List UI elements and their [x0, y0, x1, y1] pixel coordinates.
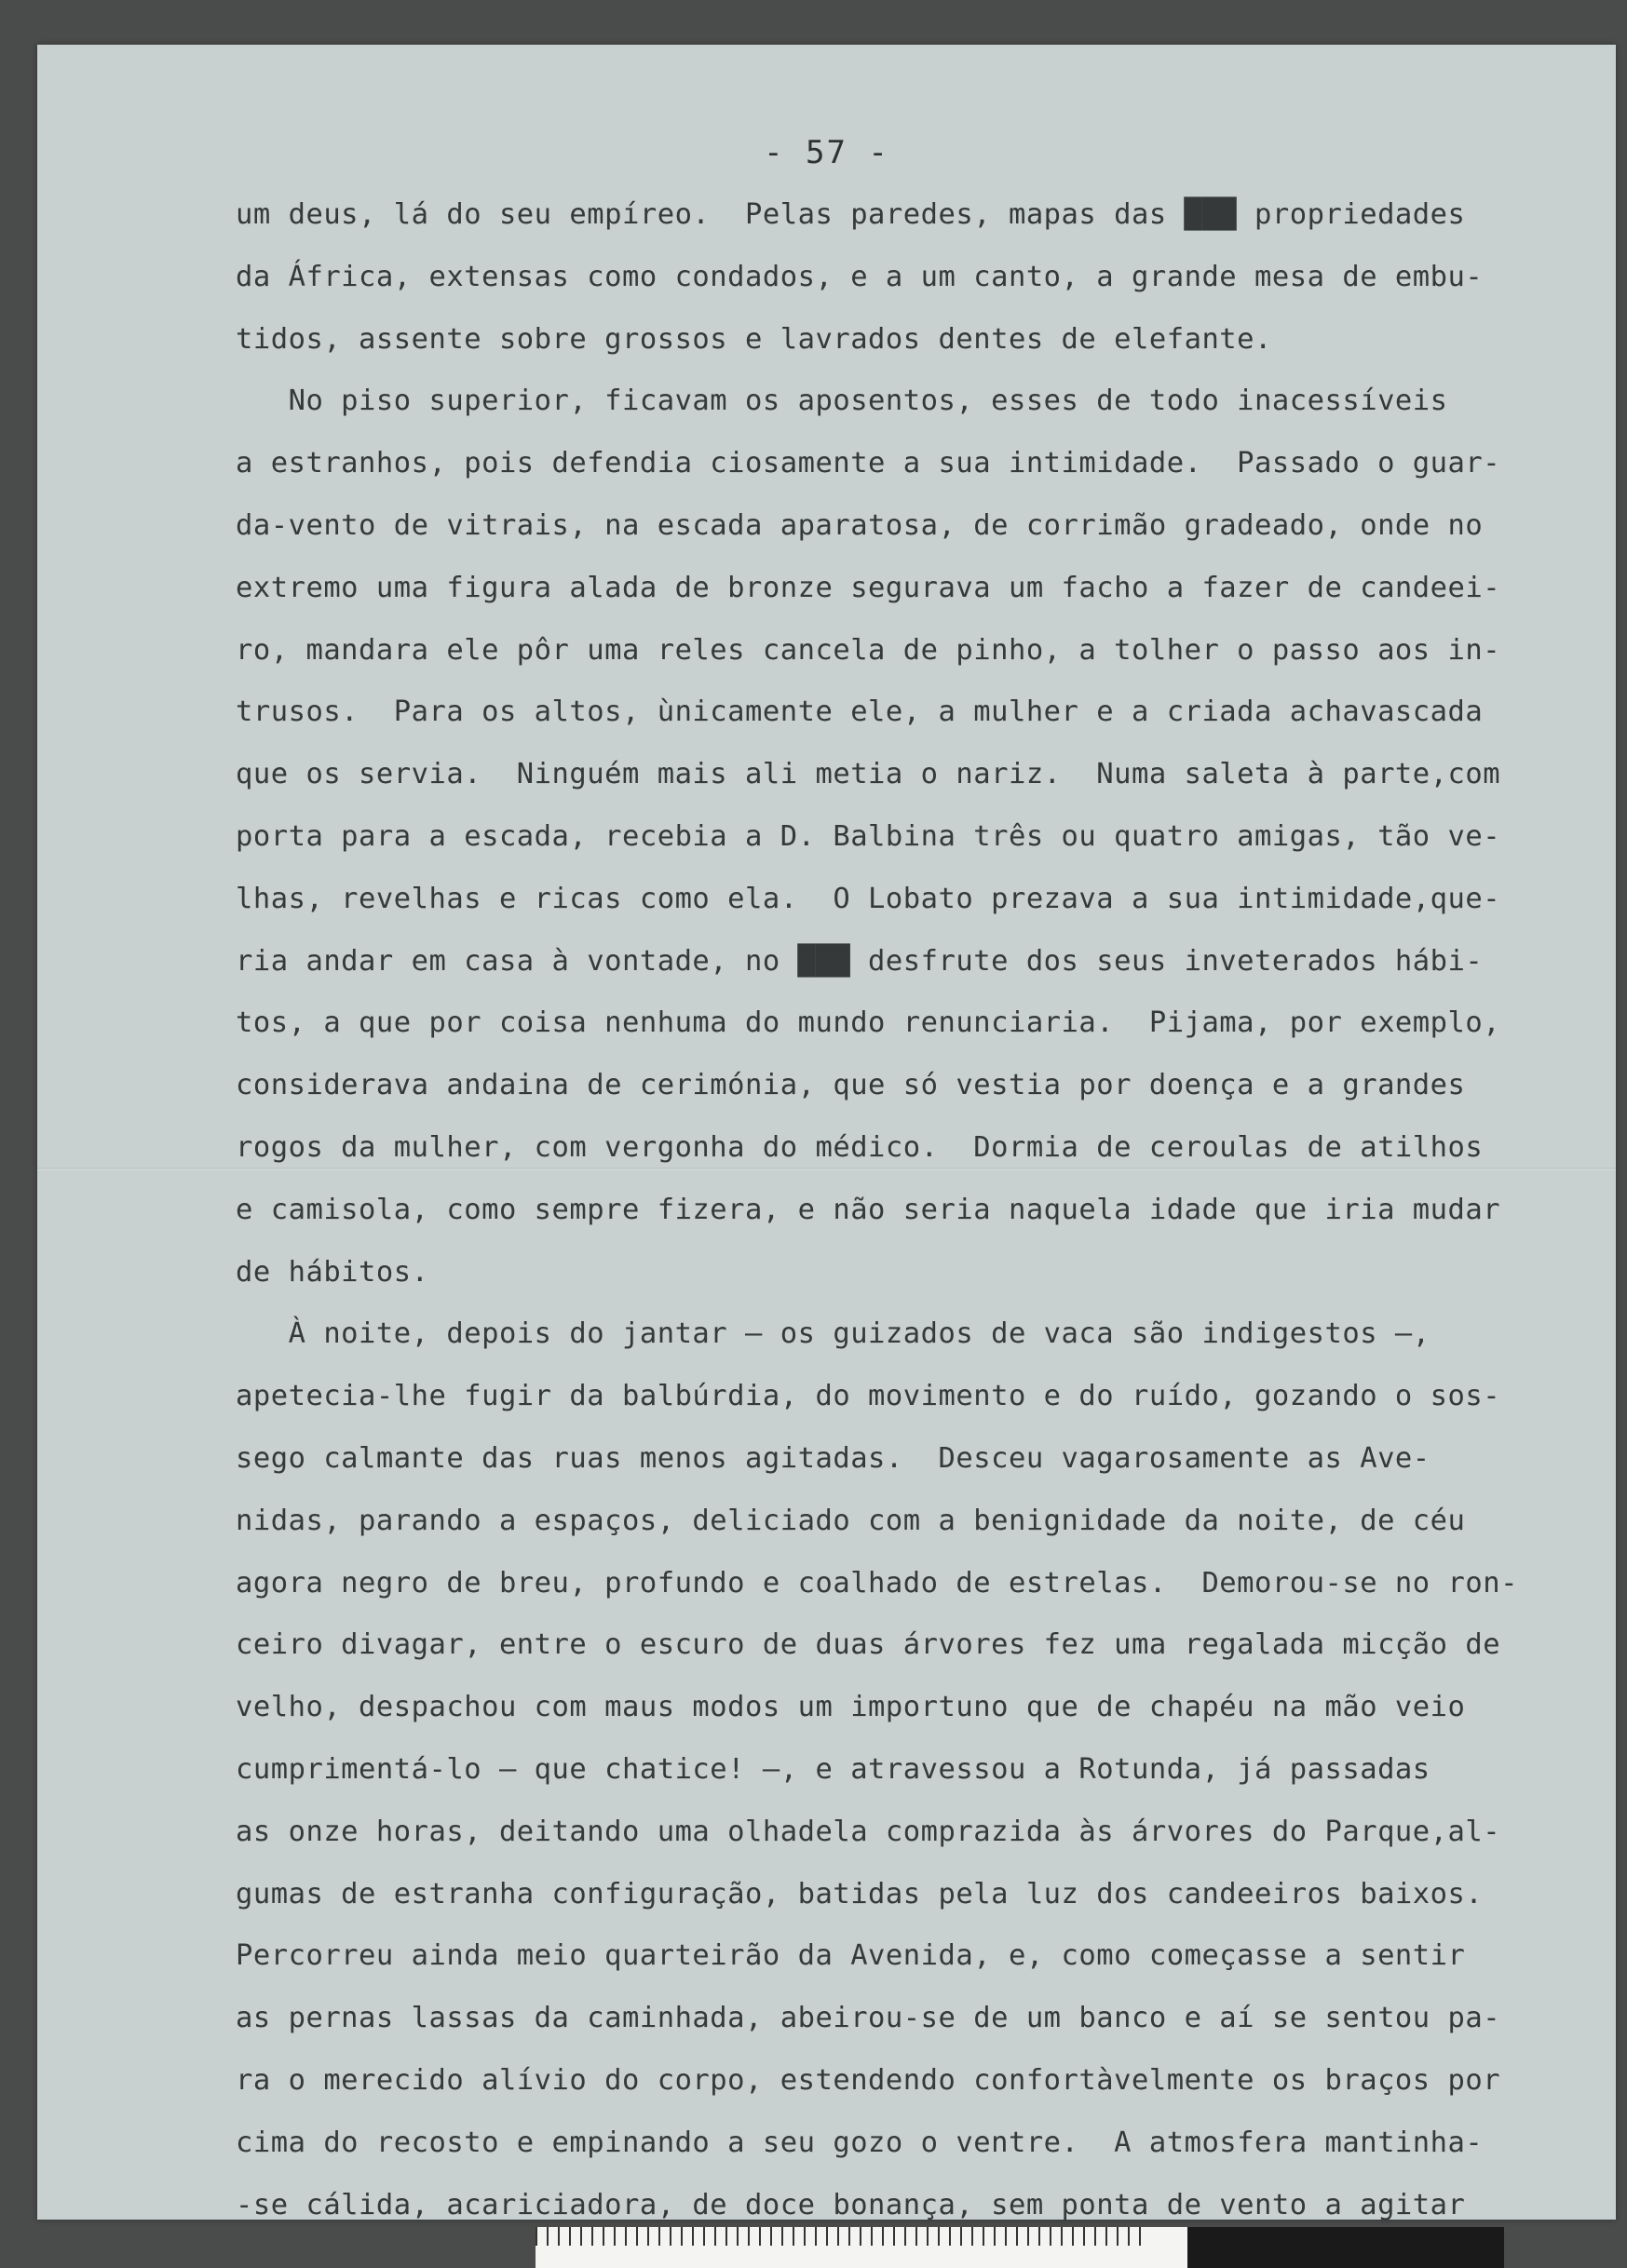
text-line: as onze horas, deitando uma olhadela comprazida às árvores do Parque,al- — [236, 1815, 1501, 1848]
text-line: um deus, lá do seu empíreo. Pelas paredes, mapas das ███ propriedades — [236, 198, 1466, 231]
text-line: ceiro divagar, entre o escuro de duas árvores fez uma regalada micção de — [236, 1628, 1501, 1662]
text-line: À noite, depois do jantar — os guizados de vaca são indigestos —, — [236, 1317, 1430, 1351]
text-line: tidos, assente sobre grossos e lavrados dentes de elefante. — [236, 322, 1272, 356]
text-line: trusos. Para os altos, ùnicamente ele, a mulher e a criada achavascada — [236, 695, 1484, 729]
text-line: extremo uma figura alada de bronze segurava um facho a fazer de candeei- — [236, 571, 1501, 604]
text-line: No piso superior, ficavam os aposentos, esses de todo inacessíveis — [236, 385, 1448, 418]
text-line: lhas, revelhas e ricas como ela. O Lobato prezava a sua intimidade,que- — [236, 882, 1501, 915]
text-line: rogos da mulher, com vergonha do médico. Dormia de ceroulas de atilhos — [236, 1130, 1484, 1164]
text-line: Percorreu ainda meio quarteirão da Avenida, e, como começasse a sentir — [236, 1939, 1466, 1973]
text-line: de hábitos. — [236, 1255, 429, 1289]
page-number: - 57 - — [764, 134, 889, 171]
text-line: apetecia-lhe fugir da balbúrdia, do movimento e do ruído, gozando o sos- — [236, 1380, 1501, 1413]
text-line: velho, despachou com maus modos um importuno que de chapéu na mão veio — [236, 1691, 1466, 1724]
ruler-black-patch — [1150, 2227, 1504, 2268]
text-line: da África, extensas como condados, e a um canto, a grande mesa de embu- — [236, 260, 1484, 293]
text-line: ro, mandara ele pôr uma reles cancela de pinho, a tolher o passo aos in- — [236, 633, 1501, 667]
text-line: sego calmante das ruas menos agitadas. Desceu vagarosamente as Ave- — [236, 1441, 1430, 1475]
text-line: gumas de estranha configuração, batidas pela luz dos candeeiros baixos. — [236, 1877, 1484, 1910]
text-line: agora negro de breu, profundo e coalhado de estrelas. Demorou-se no ron- — [236, 1566, 1518, 1600]
body-text — [236, 184, 1595, 2236]
text-line: que os servia. Ninguém mais ali metia o nariz. Numa saleta à parte,com — [236, 758, 1501, 791]
text-line: considerava andaina de cerimónia, que só vestia por doença e a grandes — [236, 1069, 1466, 1102]
text-line: as pernas lassas da caminhada, abeirou-se de um banco e aí se sentou pa- — [236, 2002, 1501, 2035]
text-line: nidas, parando a espaços, deliciado com a benignidade da noite, de céu — [236, 1504, 1466, 1537]
text-line: a estranhos, pois defendia ciosamente a sua intimidade. Passado o guar- — [236, 447, 1501, 480]
text-line: e camisola, como sempre fizera, e não seria naquela idade que iria mudar — [236, 1193, 1501, 1226]
text-line: ria andar em casa à vontade, no ███ desfrute dos seus inveterados hábi- — [236, 944, 1484, 978]
text-line: tos, a que por coisa nenhuma do mundo renunciaria. Pijama, por exemplo, — [236, 1006, 1501, 1040]
text-line: da-vento de vitrais, na escada aparatosa, de corrimão gradeado, onde no — [236, 508, 1484, 542]
text-line: -se cálida, acariciadora, de doce bonança, sem ponta de vento a agitar — [236, 2188, 1466, 2221]
text-line: ra o merecido alívio do corpo, estendendo confortàvelmente os braços por — [236, 2063, 1501, 2097]
text-line: cima do recosto e empinando a seu gozo o ventre. A atmosfera mantinha- — [236, 2126, 1484, 2159]
color-scale-ruler — [536, 2227, 1504, 2268]
typewritten-page — [37, 45, 1616, 2220]
text-line: cumprimentá-lo — que chatice! —, e atravessou a Rotunda, já passadas — [236, 1752, 1430, 1786]
text-line: porta para a escada, recebia a D. Balbina três ou quatro amigas, tão ve- — [236, 819, 1501, 853]
ruler-ticks — [536, 2227, 1150, 2246]
